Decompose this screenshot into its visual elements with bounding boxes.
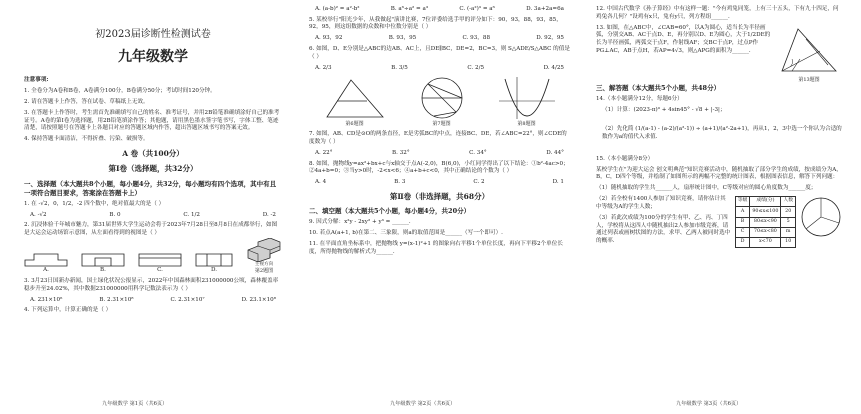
question-4: 4. 下列运算中，计算正确的是（ ） [24, 307, 112, 314]
option-d: D. 23.1×10⁸ [241, 296, 276, 303]
question-2-figures [24, 241, 282, 275]
option-c: C. 2 [473, 179, 485, 186]
table-row: A 90≤x≤100 20 [735, 207, 795, 217]
notice-4: 4. 保持答题卡面清洁，不得折叠、污染、破损等。 [24, 136, 149, 143]
option-c: C. 2.31×10⁷ [170, 296, 205, 303]
part-a-volume-2-heading: 第Ⅱ卷（非选择题，共68分） [389, 191, 490, 201]
option-d-figure: D. [195, 253, 233, 275]
table-row: C 70≤x<80 m [735, 227, 795, 237]
option-a: A. 22° [315, 149, 333, 156]
mc-section-intro: 一、选择题（本大题共8个小题，每小题4分，共32分，每小题均有四个选项，其中有且一项符合题目要求，答案涂在答题卡上） [24, 179, 277, 197]
table-row: D x<70 10 [735, 237, 795, 247]
option-c: C. 2/5 [467, 64, 485, 71]
notice-3: 3. 在答题卡上作答时，考生需首先准确填写自己的姓名、准考证号，并用2B铅笔准确填涂好自己的准考证号。A卷的第Ⅰ卷为选择题，用2B铅笔填涂作答；其他题，请用黑色墨水签字笔书写，字体工整、笔迹清楚，请按照题号在答题卡上各题目对应的答题区域内作答，超出答题区域书写的答案无效。 [24, 109, 280, 132]
figure-6-caption: 第6题图 [345, 121, 364, 128]
option-a: A. -√2 [30, 211, 47, 218]
question-15-part-3: （3）若此次成绩为100分的学生有甲、乙、丙、丁四人，学校将从这四人中随机抽出2人参加市级竞赛，请通过列表或画树状图的方法，求甲、乙两人被同时选中的概率. [596, 214, 731, 244]
score-table [735, 196, 796, 248]
front-view-caption: 主视方向 [254, 261, 274, 267]
question-8: 8. 如图，抛物线y=ax²+bx+c与x轴交于点A(-2,0)，B(6,0)，小红同学得出了以下结论：①b²-4ac>0；②4a+b=0；③当y>0时，-2<x<6；④a+b+c<0，其中正确结论的个数为（ ） [309, 160, 569, 175]
question-3: 3. 3月23日国新办新闻，国土绿化状况公报显示，2022年中国森林面积231000000公顷，森林覆盖率稳步升至24.02%，其中数据231000000用科学记数法表示为（ ） [24, 277, 279, 292]
option-b-figure: B. [81, 253, 125, 275]
question-2: 2. 沉浸体验千年城市魅力，第31届世界大学生运动会将于2023年7月28日至8月8日在成都举行，如图是大运会运动场馆示意图，从左面看得到的视图是（ ） [24, 222, 278, 237]
question-5-options [309, 35, 570, 43]
question-15: 15.（本小题满分8分） [596, 155, 654, 162]
option-d: D. 92，95 [536, 35, 564, 42]
option-b: B. 93，95 [388, 35, 417, 42]
question-15-text: 某校学生在"为迎大运会 创文明典范"知识竞赛活动中，随机抽取了部分学生的成绩，按成绩分为A，B，C，D四个等级，并绘制了如图所示的两幅不完整的统计图表，根据图表信息，解答下列问题： [596, 166, 842, 181]
page-3-column [596, 6, 842, 249]
page-2-footer: 九年级数学 第2页（共6页） [390, 401, 456, 407]
option-b: B. 3/5 [391, 64, 408, 71]
figures-6-7-8 [309, 75, 570, 128]
option-a: A. 231×10⁶ [30, 296, 63, 303]
figure-13 [776, 25, 842, 84]
question-11: 11. 在平面直角坐标系中，把抛物线 y=(x-1)²+1 的图象向右平移1个单位长度，再向下平移2个单位长度，所得抛物线的解析式为______. [309, 241, 563, 256]
option-c: C. (-a²)³ = a⁶ [459, 6, 495, 12]
option-b: B. 32° [392, 149, 410, 156]
figure-8 [497, 75, 557, 128]
figure-7 [414, 75, 470, 128]
option-d: D. 1 [552, 179, 564, 186]
question-14: 14.（本小题满分12分，每题6分） [596, 95, 683, 102]
option-c-figure: C. [138, 253, 182, 275]
option-b: B. 0 [109, 211, 121, 218]
question-15-subparts [596, 196, 731, 249]
part-a-heading: A 卷（共100分） [122, 148, 184, 158]
option-c: C. 93，88 [462, 35, 490, 42]
subject-title: 九年级数学 [118, 48, 188, 65]
notice-2: 2. 请在答题卡上作答，答在试卷、草稿纸上无效。 [24, 98, 149, 105]
option-a: A. 2/3 [315, 64, 332, 71]
question-14-part-1: （1）计算：(2023-π)⁰ + 4sin45° - √8 + |-3|； [602, 106, 726, 113]
option-b: B. 2.31×10⁸ [99, 296, 134, 303]
solve-section-intro: 三、解答题（本大题共5个小题，共48分） [596, 83, 721, 92]
page-1-footer: 九年级数学 第1页（共6页） [102, 401, 168, 407]
page-2-column [309, 6, 570, 260]
option-d: D. 44° [546, 149, 564, 156]
figure-6 [323, 77, 387, 128]
option-d: D. 3a+2a=6a [526, 6, 564, 12]
question-8-options [309, 179, 570, 187]
option-b: B. 3 [394, 179, 406, 186]
table-row: B 80≤x<90 5 [735, 217, 795, 227]
question-6-options [309, 65, 570, 73]
question-7: 7. 如图，AB、CD是⊙O的两条直径，E是劣弧BC的中点，连接BC、DE，若∠ABC=22°，则∠CDE的度数为（ ） [309, 131, 567, 146]
pie-chart-figure [800, 196, 842, 238]
figure-7-caption: 第7题图 [432, 121, 451, 128]
question-15-part-1: （1）随机抽取的学生共______人，扇形统计图中，C等级对应的圆心角度数为______度； [596, 185, 817, 192]
notice-title: 注意事项: [24, 77, 49, 84]
page-1-column [24, 6, 282, 318]
figure-8-caption: 第8题图 [517, 121, 536, 128]
question-1-options [24, 212, 282, 220]
question-4-options [309, 6, 570, 14]
question-2-figure-caption: 第2题图 [254, 268, 274, 275]
option-a: A. 4 [315, 179, 327, 186]
stadium-3d-figure [246, 238, 282, 275]
question-9: 9. 因式分解：x²y - 2xy² + y³ = ______. [309, 219, 411, 226]
question-3-options [24, 297, 282, 305]
question-14-part-2: （2）先化简 (1/(a-1) - (a-2)/(a²-1)) ÷ (a+1)/(a²-2a+1)，再从1，2，3中选一个你认为合适的数作为a的值代入求值. [602, 126, 842, 141]
school-exam-title: 初2023届诊断性检测试卷 [95, 29, 211, 40]
option-d: D. -2 [262, 211, 276, 218]
question-1: 1. 在 -√2，0，1/2，-2 四个数中，绝对值最大的是（ ） [24, 200, 165, 207]
figure-13-caption: 第13题图 [798, 76, 820, 83]
question-7-options [309, 150, 570, 158]
option-d: D. 4/25 [543, 64, 564, 71]
option-a: A. 93，92 [315, 35, 343, 42]
question-10: 10. 若点A(a+1, b)在第二、三象限，则a的取值范围是______（写一个即可）. [309, 230, 503, 237]
table-row: 等级 成绩(分) 人数 [735, 197, 795, 207]
option-c: C. 1/2 [183, 211, 200, 218]
option-a: A. (a-b)² = a²-b² [315, 6, 360, 12]
question-12: 12. 中国古代数学《孙子算经》中有这样一题："今有鸡兔同笼，上有三十五头，下有九十四足，问鸡兔各几何？"设鸡有x只，兔有y只，列方程组______. [596, 6, 839, 20]
option-c: C. 34° [469, 149, 487, 156]
option-a-figure: A. [24, 253, 68, 275]
page-3-footer: 九年级数学 第3页（共6页） [676, 401, 742, 407]
notice-1: 1. 全卷分为A卷和B卷，A卷满分100分，B卷满分50分；考试时间120分钟。 [24, 88, 216, 95]
question-15-part-2: （2）若全校有1400人参加了知识竞赛，请你估计其中等级为A的学生人数； [596, 196, 726, 210]
question-5: 5. 某校举行"阳光少年，从我做起"演讲比赛，7位评委给选手甲的评分如下：90，93，88，93，85，92，95，则这组数据的众数和中位数分别是（ ） [309, 16, 562, 31]
question-13-block [596, 25, 842, 84]
question-15-bottom [596, 196, 842, 249]
part-a-volume-1-heading: 第Ⅰ卷（选择题，共32分） [108, 164, 198, 174]
question-6: 6. 如图，D、E分别是△ABC的边AB、AC上，且DE∥BC，DE=2，BC=3，则 S△ADE/S△ABC 的值是（ ） [309, 46, 570, 60]
option-b: B. a⁶÷a² = a³ [390, 6, 429, 12]
question-13: 13. 如图，在△ABC中，∠CAB=60°，以A为圆心，适当长为半径画弧，分别交AB、AC于点D、E，再分别以D、E为圆心，大于1/2DE的长为半径画弧，两弧交于点F，作射线AF；交BC于点P，过点P作PG⊥AC，AB于点H，若AP=4√3，则△APG的面积为______. [596, 24, 771, 54]
fill-section-intro: 二、填空题（本大题共5个小题，每小题4分，共20分） [309, 207, 471, 216]
